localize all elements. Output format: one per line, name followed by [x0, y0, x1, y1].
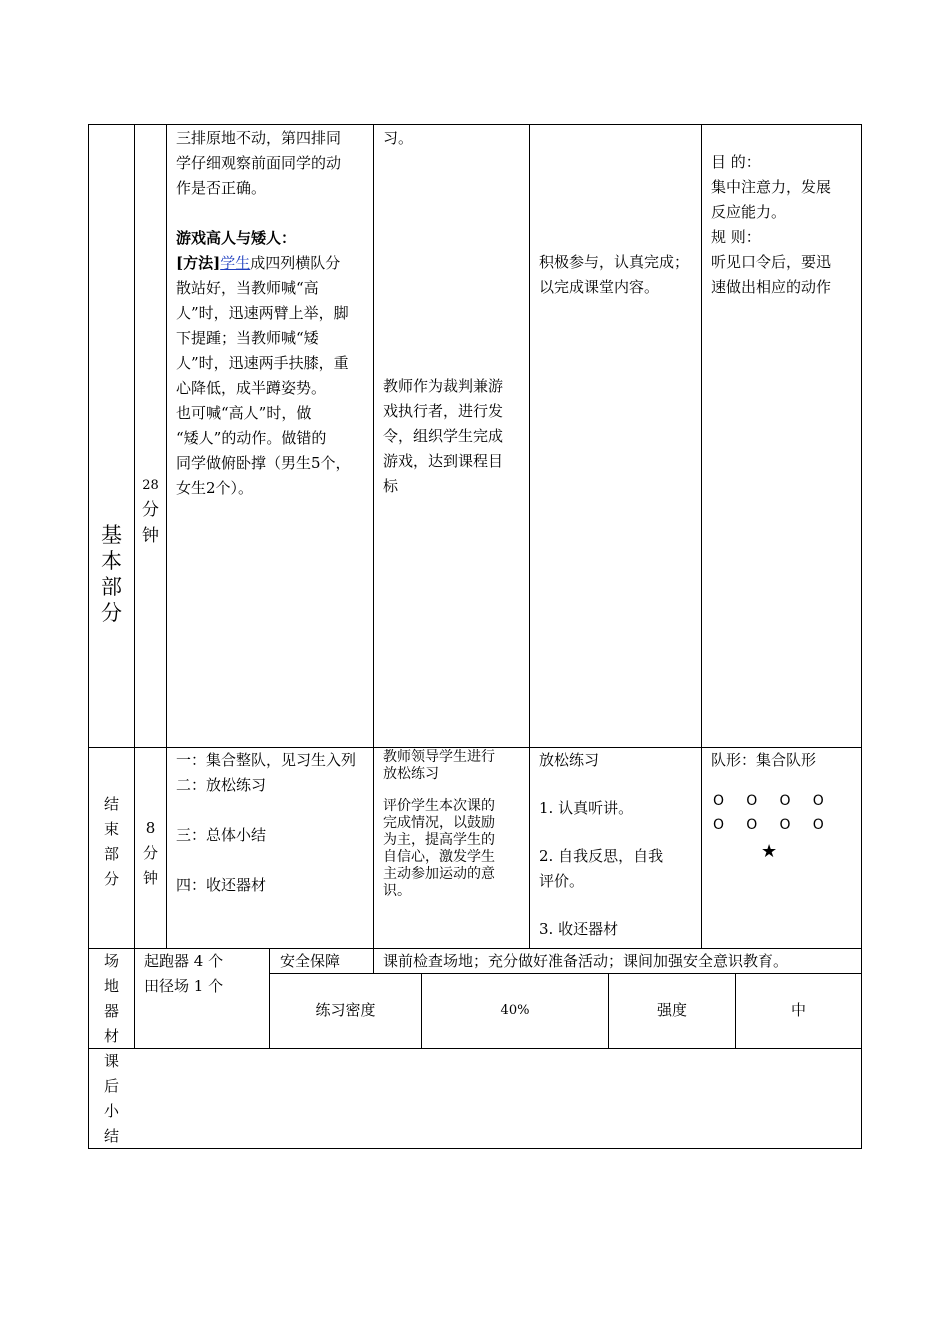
- end-teacher-5: 为主，提高学生的: [383, 832, 495, 848]
- venue-label-1: 场: [103, 952, 119, 970]
- col-divider-label: [134, 124, 135, 1049]
- content-line-g: “矮人”的动作。做错的: [176, 429, 327, 447]
- end-student-2: 1. 认真听讲。: [539, 799, 634, 817]
- end-section-time: [135, 816, 166, 891]
- end-label-1: 结: [103, 795, 119, 813]
- safety-label: 安全保障: [280, 952, 341, 970]
- end-teacher-3: 评价学生本次课的: [383, 798, 495, 814]
- main-teacher-top: 习。: [383, 129, 414, 147]
- content-line-3: 作是否正确。: [176, 179, 267, 197]
- content-line-a: 散站好，当教师喊“高: [176, 279, 319, 297]
- end-student-1: 放松练习: [539, 751, 600, 769]
- method-line: [176, 251, 372, 276]
- intensity-label: 强度: [656, 1001, 687, 1019]
- content-line-b: 人”时，迅速两臂上举，脚: [176, 304, 349, 322]
- venue-label-3: 器: [103, 1002, 119, 1020]
- main-section-label-1: [89, 522, 134, 626]
- table-border-top: [88, 124, 862, 125]
- teacher-position-star-icon: ★: [761, 841, 778, 862]
- venue-label-2: 地: [103, 977, 119, 995]
- teacher-line-3: 令，组织学生完成: [383, 427, 504, 445]
- method-tag: [方法]: [176, 254, 221, 272]
- safety-text: 课前检查场地；充分做好准备活动；课间加强安全意识教育。: [383, 952, 789, 970]
- end-time-number: 8: [145, 819, 156, 837]
- main-student-cell: [539, 250, 701, 300]
- formation-title: 队形：集合队形: [711, 751, 817, 769]
- end-teacher-6: 自信心，激发学生: [383, 849, 495, 865]
- row-divider-venue-end: [88, 1048, 862, 1049]
- summary-label: [89, 1049, 134, 1149]
- student-line-1: 积极参与，认真完成；: [539, 253, 690, 271]
- end-content-1: 一：集合整队，见习生入列: [176, 751, 357, 769]
- org-line-1: 目 的：: [711, 153, 761, 171]
- end-student-cell: [539, 748, 701, 942]
- end-content-3: 三：总体小结: [176, 826, 267, 844]
- end-teacher-1: 教师领导学生进行: [383, 749, 495, 765]
- main-organization-cell: [711, 150, 859, 300]
- end-teacher-7: 主动参加运动的意: [383, 866, 495, 882]
- end-content-cell: [176, 748, 372, 898]
- end-teacher-2: 放松练习: [383, 766, 439, 782]
- end-student-4: 评价。: [539, 872, 585, 890]
- content-line-e: 心降低，成半蹲姿势。: [176, 379, 327, 397]
- main-section-label-char: 本: [101, 549, 122, 573]
- summary-label-3: 小: [103, 1102, 119, 1120]
- org-line-6: 速做出相应的动作: [711, 278, 832, 296]
- venue-label-4: 材: [103, 1027, 119, 1045]
- main-section-label-char: 分: [101, 601, 122, 625]
- game-title: 游戏高人与矮人：: [176, 229, 297, 247]
- end-label-4: 分: [103, 870, 119, 888]
- summary-content[interactable]: [144, 1052, 854, 1144]
- end-label-2: 束: [103, 820, 119, 838]
- density-label: 练习密度: [315, 1001, 376, 1019]
- end-content-2: 二：放松练习: [176, 776, 267, 794]
- org-line-4: 规 则：: [711, 228, 761, 246]
- end-time-unit-1: 分: [142, 844, 158, 862]
- teacher-line-2: 戏执行者，进行发: [383, 402, 504, 420]
- main-section-time: [135, 475, 166, 549]
- content-line-h: 同学做俯卧撑（男生5个，: [176, 454, 351, 472]
- content-line-1: 三排原地不动，第四排同: [176, 129, 342, 147]
- end-time-unit-2: 钟: [142, 869, 158, 887]
- org-line-2: 集中注意力，发展: [711, 178, 832, 196]
- equipment-2: 田径场 1 个: [144, 977, 224, 995]
- student-line-2: 以完成课堂内容。: [539, 278, 660, 296]
- col-divider-content: [373, 124, 374, 974]
- equipment-1: 起跑器 4 个: [144, 952, 224, 970]
- density-value: 40%: [500, 1003, 530, 1018]
- table-border-bottom: [88, 1148, 862, 1149]
- main-teacher-cell: [383, 374, 527, 499]
- summary-label-1: 课: [103, 1052, 119, 1070]
- teacher-line-1: 教师作为裁判兼游: [383, 377, 504, 395]
- col-divider-time: [166, 124, 167, 949]
- content-line-2: 学仔细观察前面同学的动: [176, 154, 342, 172]
- main-content-cell: [176, 126, 372, 501]
- end-teacher-cell: [383, 749, 529, 900]
- end-student-5: 3. 收还器材: [539, 920, 619, 938]
- method-link[interactable]: 学生: [220, 254, 251, 272]
- end-label-3: 部: [103, 845, 119, 863]
- formation-row-1: O O O O: [713, 793, 824, 809]
- col-divider-student: [701, 124, 702, 949]
- end-student-3: 2. 自我反思，自我: [539, 847, 664, 865]
- end-teacher-4: 完成情况，以鼓励: [383, 815, 495, 831]
- summary-label-2: 后: [103, 1077, 119, 1095]
- main-time-unit-1: 分: [142, 500, 159, 520]
- method-rest: 成四列横队分: [250, 254, 341, 272]
- summary-label-4: 结: [103, 1127, 119, 1145]
- col-divider-teacher: [529, 124, 530, 949]
- end-section-label: [89, 792, 134, 892]
- content-line-i: 女生2个）。: [176, 479, 254, 497]
- teacher-line-4: 游戏，达到课程目: [383, 452, 504, 470]
- main-section-label: [89, 522, 134, 626]
- content-line-c: 下提踵；当教师喊“矮: [176, 329, 319, 347]
- end-content-4: 四：收还器材: [176, 876, 267, 894]
- end-organization-cell: [711, 748, 859, 867]
- formation-row-2: O O O O: [713, 817, 824, 833]
- content-line-d: 人”时，迅速两手扶膝，重: [176, 354, 349, 372]
- org-line-5: 听见口令后，要迅: [711, 253, 832, 271]
- org-line-3: 反应能力。: [711, 203, 787, 221]
- venue-label: [89, 949, 134, 1049]
- main-time-number: 28: [142, 478, 159, 493]
- table-border-right: [861, 124, 862, 1149]
- equipment-cell: [144, 949, 268, 999]
- main-section-label-char: 部: [101, 575, 122, 599]
- teacher-line-5: 标: [383, 477, 399, 495]
- main-section-label-char: 基: [101, 523, 122, 547]
- end-teacher-8: 识。: [383, 883, 411, 899]
- main-time-unit-2: 钟: [142, 526, 159, 546]
- intensity-value: 中: [790, 1001, 806, 1019]
- content-line-f: 也可喊“高人”时，做: [176, 404, 312, 422]
